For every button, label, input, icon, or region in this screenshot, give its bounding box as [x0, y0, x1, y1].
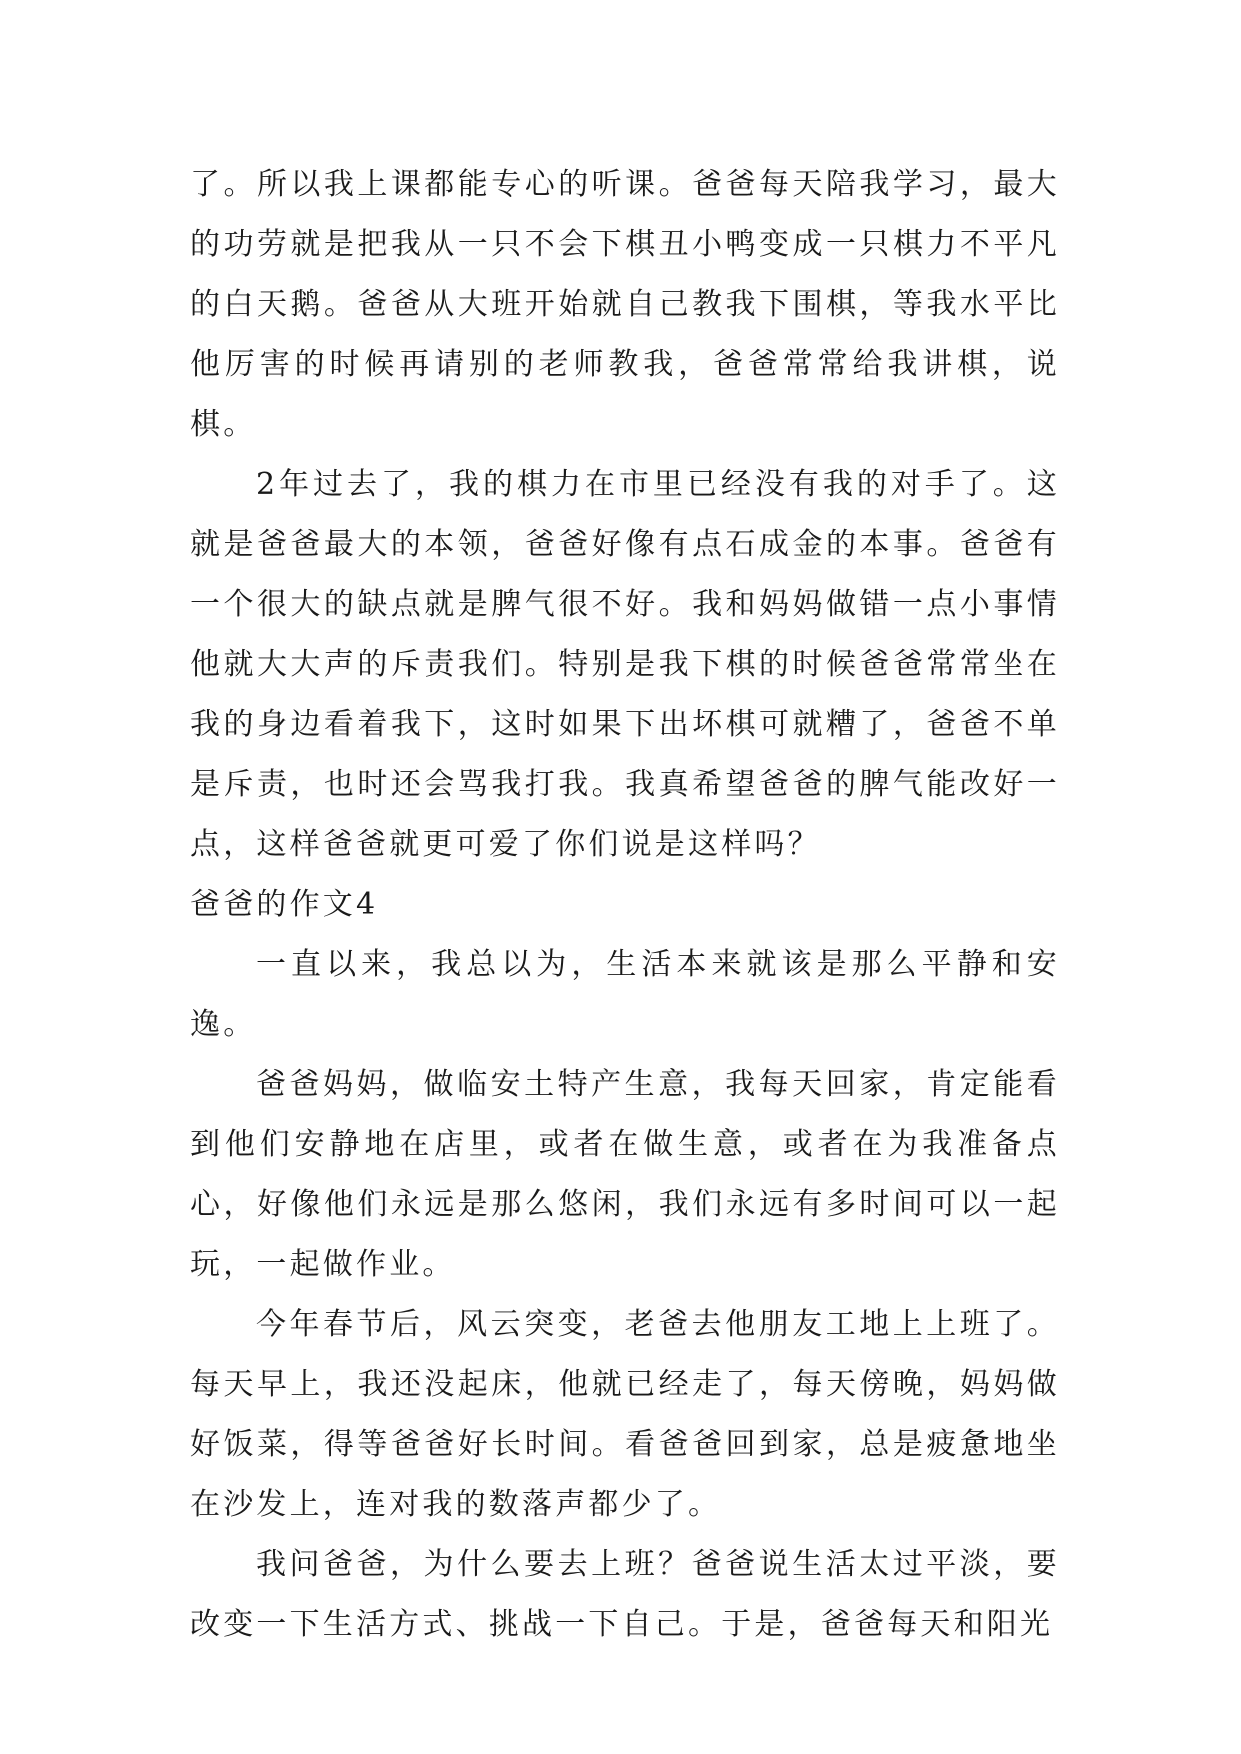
paragraph-6: 我问爸爸，为什么要去上班？爸爸说生活太过平淡，要改变一下生活方式、挑战一下自己。于是，爸爸每天和阳光: [190, 1547, 1060, 1642]
paragraph-5: 今年春节后，风云突变，老爸去他朋友工地上上班了。每天早上，我还没起床，他就已经走了，每天傍晚，妈妈做好饭菜，得等爸爸好长时间。看爸爸回到家，总是疲惫地坐在沙发上，连对我的数落声都少了。: [190, 1307, 1060, 1522]
paragraph-4: 爸爸妈妈，做临安土特产生意，我每天回家，肯定能看到他们安静地在店里，或者在做生意，或者在为我准备点心，好像他们永远是那么悠闲，我们永远有多时间可以一起玩，一起做作业。: [190, 1067, 1060, 1282]
document-body: [190, 155, 1060, 1655]
section-heading: 爸爸的作文4: [190, 887, 379, 922]
paragraph-2: 2年过去了，我的棋力在市里已经没有我的对手了。这就是爸爸最大的本领，爸爸好像有点石成金的本事。爸爸有一个很大的缺点就是脾气很不好。我和妈妈做错一点小事情他就大大声的斥责我们。特别是我下棋的时候爸爸常常坐在我的身边看着我下，这时如果下出坏棋可就糟了，爸爸不单是斥责，也时还会骂我打我。我真希望爸爸的脾气能改好一点，这样爸爸就更可爱了你们说是这样吗？: [190, 467, 1060, 862]
paragraph-1: 了。所以我上课都能专心的听课。爸爸每天陪我学习，最大的功劳就是把我从一只不会下棋丑小鸭变成一只棋力不平凡的白天鹅。爸爸从大班开始就自己教我下围棋，等我水平比他厉害的时候再请别的老师教我，爸爸常常给我讲棋，说棋。: [190, 167, 1060, 442]
paragraph-3: 一直以来，我总以为，生活本来就该是那么平静和安逸。: [190, 947, 1060, 1042]
